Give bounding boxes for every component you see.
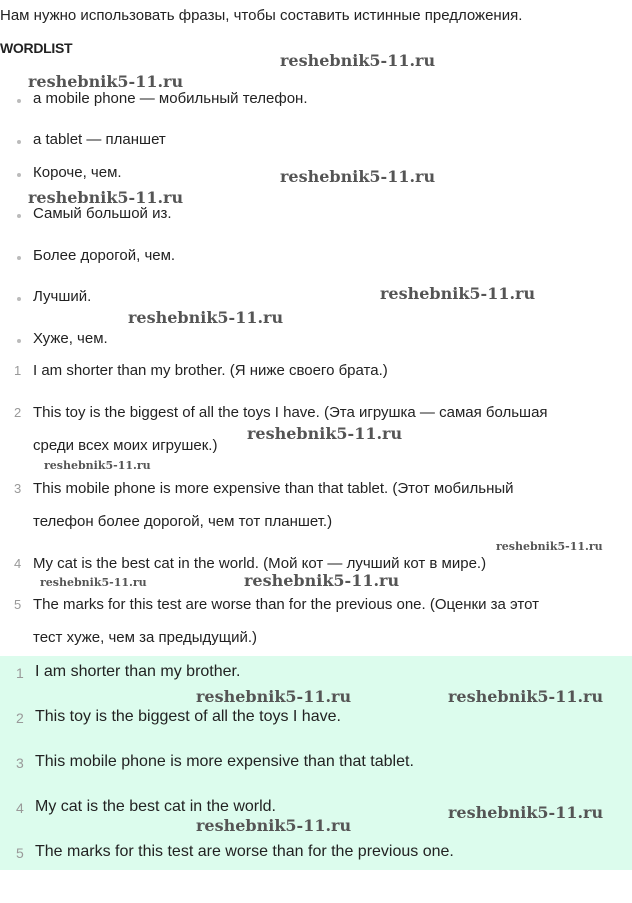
bullet-icon	[17, 256, 21, 260]
item-number: 5	[14, 597, 22, 612]
answer-line: This toy is the biggest of all the toys I have.	[35, 708, 341, 725]
watermark: reshebnik5-11.ru	[496, 540, 603, 553]
item-number: 4	[14, 556, 22, 571]
item-number: 2	[14, 405, 22, 420]
watermark: reshebnik5-11.ru	[44, 459, 151, 472]
list-item: a mobile phone — мобильный телефон.	[33, 90, 308, 107]
item-number: 3	[14, 481, 22, 496]
item-number: 1	[16, 665, 24, 681]
bullet-icon	[17, 99, 21, 103]
watermark: reshebnik5-11.ru	[40, 576, 147, 589]
answer-line: This mobile phone is more expensive than that tablet.	[35, 753, 414, 770]
watermark: reshebnik5-11.ru	[28, 188, 184, 207]
answer-line: My cat is the best cat in the world.	[35, 798, 276, 815]
list-item: Более дорогой, чем.	[33, 247, 176, 264]
item-number: 1	[14, 363, 22, 378]
item-number: 4	[16, 800, 24, 816]
bullet-icon	[17, 297, 21, 301]
intro-text: Нам нужно использовать фразы, чтобы составить истинные предложения.	[0, 7, 523, 24]
watermark: reshebnik5-11.ru	[380, 284, 536, 303]
watermark: reshebnik5-11.ru	[280, 51, 436, 70]
bullet-icon	[17, 214, 21, 218]
list-item: Хуже, чем.	[33, 330, 108, 347]
list-item: Короче, чем.	[33, 164, 122, 181]
watermark: reshebnik5-11.ru	[128, 308, 284, 327]
sentence-line: телефон более дорогой, чем тот планшет.)	[33, 513, 333, 530]
sentence-line: среди всех моих игрушек.)	[33, 437, 218, 454]
sentence-line: This toy is the biggest of all the toys I have. (Эта игрушка — самая большая	[33, 404, 548, 421]
sentence-line: My cat is the best cat in the world. (Мой кот — лучший кот в мире.)	[33, 555, 487, 572]
item-number: 2	[16, 710, 24, 726]
bullet-icon	[17, 339, 21, 343]
watermark: reshebnik5-11.ru	[280, 167, 436, 186]
answer-line: The marks for this test are worse than for the previous one.	[35, 843, 454, 860]
sentence-line: This mobile phone is more expensive than that tablet. (Этот мобильный	[33, 480, 514, 497]
bullet-icon	[17, 140, 21, 144]
bullet-icon	[17, 173, 21, 177]
list-item: Самый большой из.	[33, 205, 172, 222]
watermark: reshebnik5-11.ru	[28, 72, 184, 91]
watermark: reshebnik5-11.ru	[196, 816, 352, 835]
sentence-line: тест хуже, чем за предыдущий.)	[33, 629, 258, 646]
watermark: reshebnik5-11.ru	[448, 803, 604, 822]
wordlist-heading: WORDLIST	[0, 40, 73, 56]
watermark: reshebnik5-11.ru	[196, 687, 352, 706]
list-item: a tablet — планшет	[33, 131, 166, 148]
sentence-line: The marks for this test are worse than for the previous one. (Оценки за этот	[33, 596, 539, 613]
watermark: reshebnik5-11.ru	[448, 687, 604, 706]
item-number: 3	[16, 755, 24, 771]
sentence-line: I am shorter than my brother. (Я ниже своего брата.)	[33, 362, 388, 379]
list-item: Лучший.	[33, 288, 92, 305]
watermark: reshebnik5-11.ru	[244, 571, 400, 590]
item-number: 5	[16, 845, 24, 861]
watermark: reshebnik5-11.ru	[247, 424, 403, 443]
answer-line: I am shorter than my brother.	[35, 663, 241, 680]
